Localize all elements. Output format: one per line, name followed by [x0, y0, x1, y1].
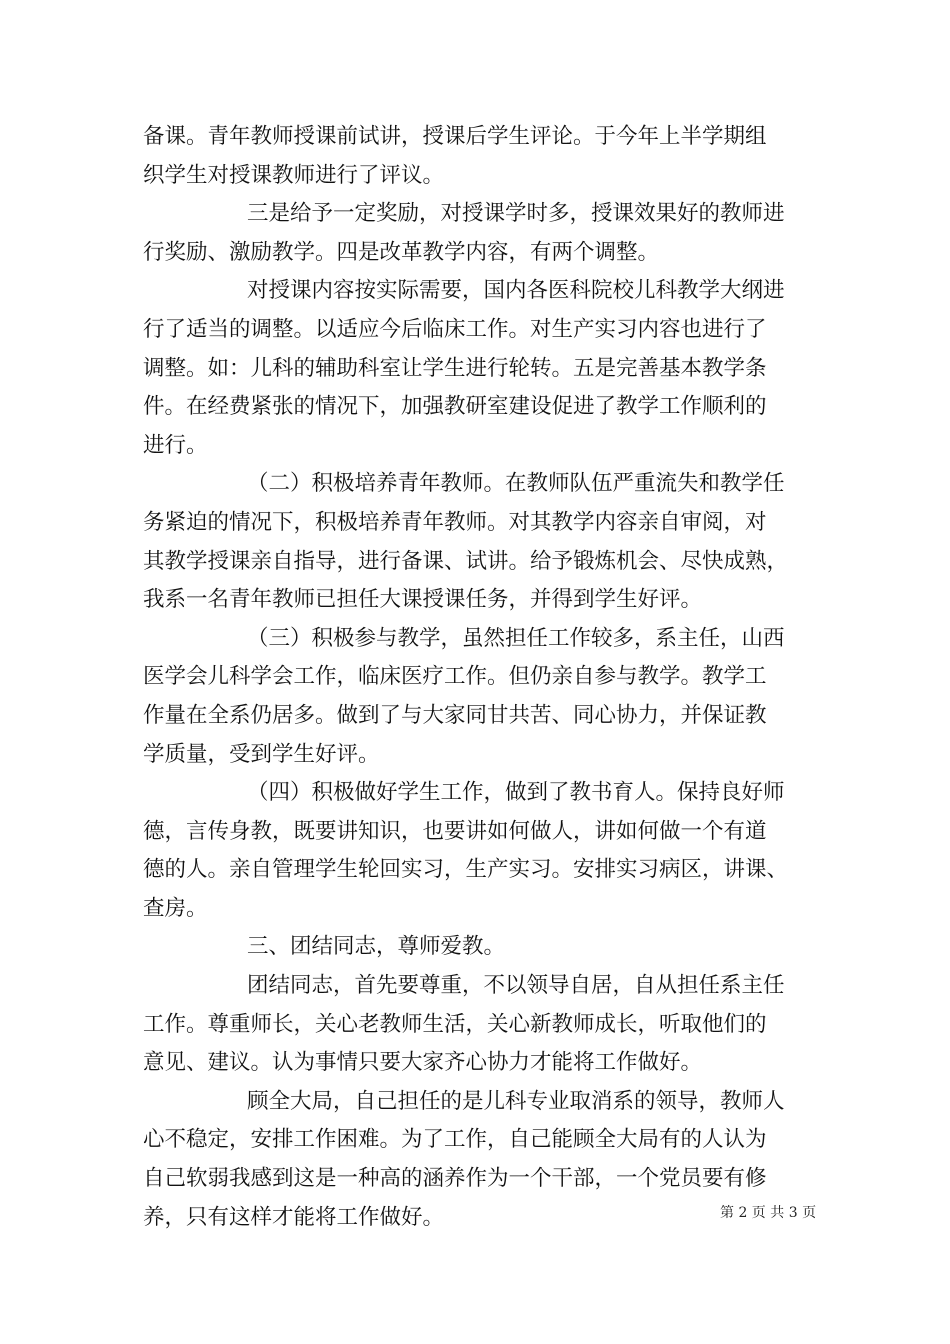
text-line: （四）积极做好学生工作，做到了教书育人。保持良好师	[247, 780, 785, 806]
document-body	[143, 118, 815, 1237]
text-line: （二）积极培养青年教师。在教师队伍严重流失和教学任	[247, 471, 785, 497]
text-line: 意见、建议。认为事情只要大家齐心协力才能将工作做好。	[143, 1050, 703, 1076]
text-line: 三、团结同志，尊师爱教。	[247, 934, 506, 960]
text-line: 养，只有这样才能将工作做好。	[143, 1204, 445, 1230]
text-line: 作量在全系仍居多。做到了与大家同甘共苦、同心协力，并保证教	[143, 702, 767, 728]
text-line: 织学生对授课教师进行了评议。	[143, 162, 445, 188]
text-line: 对授课内容按实际需要，国内各医科院校儿科教学大纲进	[247, 278, 785, 304]
text-line: 自己软弱我感到这是一种高的涵养作为一个干部，一个党员要有修	[143, 1166, 767, 1192]
text-line: 我系一名青年教师已担任大课授课任务，并得到学生好评。	[143, 587, 703, 613]
text-line: 查房。	[143, 895, 208, 921]
text-line: 备课。青年教师授课前试讲，授课后学生评论。于今年上半学期组	[143, 124, 767, 149]
text-line: 进行。	[143, 432, 208, 458]
text-line: 学质量，受到学生好评。	[143, 741, 380, 767]
text-line: 行奖励、激励教学。四是改革教学内容，有两个调整。	[143, 239, 660, 265]
page-number-footer: 第 2 页 共 3 页	[720, 1205, 817, 1221]
text-line: 德的人。亲自管理学生轮回实习，生产实习。安排实习病区，讲课、	[143, 857, 789, 883]
text-line: 务紧迫的情况下，积极培养青年教师。对其教学内容亲自审阅，对	[143, 509, 767, 535]
text-line: 调整。如：儿科的辅助科室让学生进行轮转。五是完善基本教学条	[143, 355, 767, 381]
text-line: 团结同志，首先要尊重，不以领导自居，自从担任系主任	[247, 973, 785, 999]
text-line: 顾全大局，自己担任的是儿科专业取消系的领导，教师人	[247, 1088, 785, 1114]
text-line: 三是给予一定奖励，对授课学时多，授课效果好的教师进	[247, 201, 785, 227]
text-line: （三）积极参与教学，虽然担任工作较多，系主任，山西	[247, 625, 785, 651]
text-line: 德，言传身教，既要讲知识，也要讲如何做人，讲如何做一个有道	[143, 818, 767, 844]
text-line: 其教学授课亲自指导，进行备课、试讲。给予锻炼机会、尽快成熟，	[143, 548, 789, 574]
text-line: 件。在经费紧张的情况下，加强教研室建设促进了教学工作顺利的	[143, 394, 767, 420]
text-line: 心不稳定，安排工作困难。为了工作，自己能顾全大局有的人认为	[143, 1127, 767, 1153]
text-line: 工作。尊重师长，关心老教师生活，关心新教师成长，听取他们的	[143, 1011, 767, 1037]
text-line: 行了适当的调整。以适应今后临床工作。对生产实习内容也进行了	[143, 316, 767, 342]
text-line: 医学会儿科学会工作，临床医疗工作。但仍亲自参与教学。教学工	[143, 664, 767, 690]
